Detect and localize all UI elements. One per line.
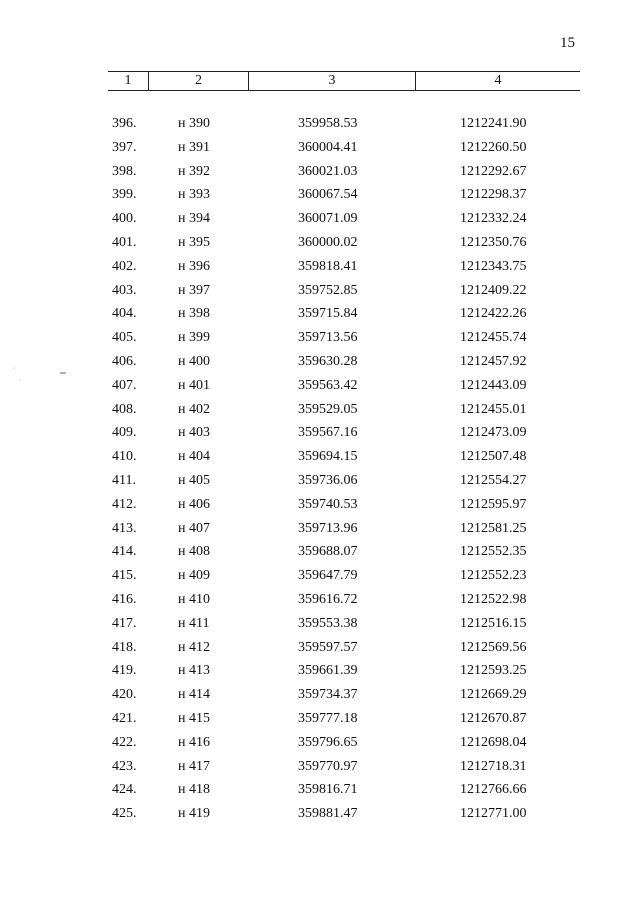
coordinate-y: 1212554.27 (460, 472, 527, 488)
table-row (0, 517, 639, 541)
table-row (0, 302, 639, 326)
coordinate-y: 1212443.09 (460, 377, 527, 393)
table-row (0, 540, 639, 564)
point-label: н 407 (178, 520, 210, 536)
coordinate-x: 359881.47 (298, 806, 358, 822)
table-row (0, 374, 639, 398)
coordinate-y: 1212260.50 (460, 139, 527, 155)
row-number: 411. (112, 472, 136, 488)
table-row (0, 778, 639, 802)
table-row (0, 588, 639, 612)
coordinate-y: 1212516.15 (460, 615, 527, 631)
coordinate-x: 359734.37 (298, 687, 358, 703)
coordinate-x: 359647.79 (298, 568, 358, 584)
row-number: 397. (112, 139, 137, 155)
point-label: н 412 (178, 639, 210, 655)
coordinate-y: 1212522.98 (460, 591, 527, 607)
coordinate-y: 1212718.31 (460, 758, 527, 774)
coordinate-y: 1212698.04 (460, 734, 527, 750)
coordinate-y: 1212552.23 (460, 568, 527, 584)
coordinate-y: 1212292.67 (460, 163, 527, 179)
coordinate-x: 359740.53 (298, 496, 358, 512)
row-number: 400. (112, 211, 137, 227)
table-row (0, 636, 639, 660)
table-row (0, 160, 639, 184)
coordinate-x: 359529.05 (298, 401, 358, 417)
coordinate-y: 1212457.92 (460, 353, 527, 369)
point-label: н 415 (178, 710, 210, 726)
table-row (0, 612, 639, 636)
table-row (0, 255, 639, 279)
coordinate-y: 1212455.74 (460, 330, 527, 346)
coordinate-x: 359770.97 (298, 758, 358, 774)
row-number: 410. (112, 449, 137, 465)
coordinate-x: 359563.42 (298, 377, 358, 393)
coordinate-y: 1212669.29 (460, 687, 527, 703)
row-number: 414. (112, 544, 137, 560)
table-row (0, 207, 639, 231)
column-header-3: 3 (328, 73, 336, 88)
row-number: 404. (112, 306, 137, 322)
coordinate-x: 359752.85 (298, 282, 358, 298)
row-number: 401. (112, 234, 137, 250)
coordinate-x: 359616.72 (298, 591, 358, 607)
coordinate-y: 1212343.75 (460, 258, 527, 274)
coordinate-x: 359713.56 (298, 330, 358, 346)
table-row (0, 659, 639, 683)
table-row (0, 564, 639, 588)
point-label: н 392 (178, 163, 210, 179)
point-label: н 418 (178, 782, 210, 798)
coordinate-x: 360021.03 (298, 163, 358, 179)
row-number: 418. (112, 639, 137, 655)
column-header-4: 4 (494, 73, 502, 88)
table-row (0, 445, 639, 469)
row-number: 424. (112, 782, 137, 798)
column-header-2: 2 (195, 73, 202, 88)
row-number: 408. (112, 401, 137, 417)
coordinate-y: 1212766.66 (460, 782, 527, 798)
coordinate-y: 1212771.00 (460, 806, 527, 822)
coordinate-x: 359777.18 (298, 710, 358, 726)
coordinate-x: 360000.02 (298, 234, 358, 250)
coordinate-x: 359958.53 (298, 116, 358, 131)
row-number: 407. (112, 377, 137, 393)
coordinate-y: 1212241.90 (460, 116, 527, 131)
row-number: 421. (112, 710, 137, 726)
row-number: 422. (112, 734, 137, 750)
point-label: н 393 (178, 187, 210, 203)
coordinate-y: 1212569.56 (460, 639, 527, 655)
row-number: 420. (112, 687, 137, 703)
table-header (108, 71, 580, 91)
coordinate-x: 359713.96 (298, 520, 358, 536)
table-row (0, 802, 639, 826)
point-label: н 401 (178, 377, 210, 393)
table-row (0, 755, 639, 779)
point-label: н 397 (178, 282, 210, 298)
coordinate-x: 359818.41 (298, 258, 358, 274)
table-row (0, 469, 639, 493)
page-number: 15 (560, 35, 575, 51)
coordinate-x: 359597.57 (298, 639, 358, 655)
point-label: н 414 (178, 687, 210, 703)
coordinate-y: 1212350.76 (460, 234, 527, 250)
point-label: н 413 (178, 663, 210, 679)
coordinate-table-body (0, 112, 639, 826)
row-number: 399. (112, 187, 137, 203)
row-number: 409. (112, 425, 137, 441)
point-label: н 417 (178, 758, 210, 774)
coordinate-x: 359715.84 (298, 306, 358, 322)
table-row (0, 326, 639, 350)
row-number: 416. (112, 591, 137, 607)
row-number: 405. (112, 330, 137, 346)
coordinate-x: 359553.38 (298, 615, 358, 631)
point-label: н 402 (178, 401, 210, 417)
row-number: 406. (112, 353, 137, 369)
coordinate-x: 360071.09 (298, 211, 358, 227)
table-row (0, 183, 639, 207)
table-row (0, 683, 639, 707)
point-label: н 405 (178, 472, 210, 488)
coordinate-y: 1212581.25 (460, 520, 527, 536)
coordinate-x: 359661.39 (298, 663, 358, 679)
point-label: н 399 (178, 330, 210, 346)
point-label: н 395 (178, 234, 210, 250)
column-header-1: 1 (124, 73, 132, 88)
row-number: 419. (112, 663, 137, 679)
table-row (0, 231, 639, 255)
table-row (0, 279, 639, 303)
coordinate-y: 1212422.26 (460, 306, 527, 322)
coordinate-y: 1212595.97 (460, 496, 527, 512)
row-number: 415. (112, 568, 137, 584)
table-row (0, 731, 639, 755)
table-row (0, 421, 639, 445)
row-number: 412. (112, 496, 137, 512)
row-number: 417. (112, 615, 137, 631)
coordinate-y: 1212332.24 (460, 211, 527, 227)
coordinate-x: 359567.16 (298, 425, 358, 441)
coordinate-y: 1212409.22 (460, 282, 527, 298)
row-number: 402. (112, 258, 137, 274)
coordinate-y: 1212552.35 (460, 544, 527, 560)
coordinate-x: 359630.28 (298, 353, 358, 369)
row-number: 398. (112, 163, 137, 179)
point-label: н 409 (178, 568, 210, 584)
row-number: 425. (112, 806, 137, 822)
coordinate-x: 360004.41 (298, 139, 358, 155)
coordinate-x: 359688.07 (298, 544, 358, 560)
coordinate-x: 360067.54 (298, 187, 358, 203)
point-label: н 398 (178, 306, 210, 322)
row-number: 413. (112, 520, 137, 536)
coordinate-x: 359816.71 (298, 782, 358, 798)
point-label: н 394 (178, 211, 210, 227)
row-number: 396. (112, 116, 137, 131)
point-label: н 411 (178, 615, 210, 631)
point-label: н 404 (178, 449, 210, 465)
table-row (0, 398, 639, 422)
table-row (0, 707, 639, 731)
point-label: н 390 (178, 116, 210, 131)
row-number: 423. (112, 758, 137, 774)
point-label: н 416 (178, 734, 210, 750)
coordinate-x: 359796.65 (298, 734, 358, 750)
coordinate-x: 359736.06 (298, 472, 358, 488)
coordinate-y: 1212670.87 (460, 710, 527, 726)
point-label: н 403 (178, 425, 210, 441)
point-label: н 408 (178, 544, 210, 560)
point-label: н 396 (178, 258, 210, 274)
table-row (0, 136, 639, 160)
coordinate-y: 1212298.37 (460, 187, 527, 203)
table-row (0, 493, 639, 517)
coordinate-y: 1212507.48 (460, 449, 527, 465)
point-label: н 419 (178, 806, 210, 822)
coordinate-y: 1212455.01 (460, 401, 527, 417)
point-label: н 400 (178, 353, 210, 369)
row-number: 403. (112, 282, 137, 298)
table-row (0, 112, 639, 136)
table-row (0, 350, 639, 374)
point-label: н 406 (178, 496, 210, 512)
point-label: н 391 (178, 139, 210, 155)
point-label: н 410 (178, 591, 210, 607)
coordinate-y: 1212593.25 (460, 663, 527, 679)
coordinate-x: 359694.15 (298, 449, 358, 465)
coordinate-y: 1212473.09 (460, 425, 527, 441)
